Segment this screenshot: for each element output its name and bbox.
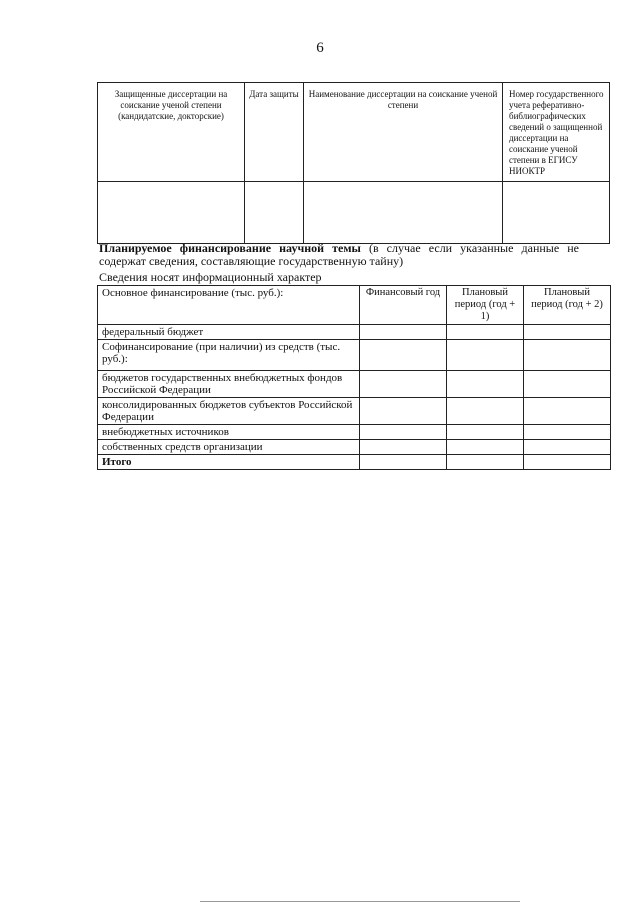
funding-heading-bold: Планируемое финансирование научной темы [99,241,361,255]
page-number: 6 [316,40,324,56]
table-cell [524,455,611,470]
table-cell [447,440,524,455]
table-cell [447,425,524,440]
table-cell [360,340,447,371]
dissertation-table [97,82,610,244]
dissertation-table-header-row [98,83,610,182]
table-cell [98,182,245,244]
table-cell [360,425,447,440]
header-financial-year: Финансовый год [360,286,447,325]
header-planned-year-1: Плановый период (год + 1) [447,286,524,325]
table-cell [447,325,524,340]
header-dissertation-title: Наименование диссертации на соискание ученой степени [304,83,503,182]
table-cell [360,440,447,455]
table-cell [447,455,524,470]
row-label-cofinancing: Софинансирование (при наличии) из средств (тыс. руб.): [98,340,360,371]
row-label-own-funds: собственных средств организации [98,440,360,455]
row-label-extrabudgetary-funds: бюджетов государственных внебюджетных фондов Российской Федерации [98,371,360,398]
table-cell [245,182,304,244]
table-row [98,398,611,425]
table-cell [360,371,447,398]
header-planned-year-2: Плановый период (год + 2) [524,286,611,325]
table-row [98,440,611,455]
header-defense-date: Дата защиты [245,83,304,182]
row-label-total: Итого [98,455,360,470]
table-cell [447,340,524,371]
table-cell [524,340,611,371]
footer-divider [200,901,520,902]
table-cell [304,182,503,244]
funding-table-header-row [98,286,611,325]
table-cell [360,325,447,340]
dissertation-table-empty-row [98,182,610,244]
funding-heading-rest: (в случае если указанные данные не содержат сведения, составляющие государственную тайну) [99,241,579,268]
table-cell [524,425,611,440]
table-cell [360,398,447,425]
table-cell [447,398,524,425]
row-label-extrabudgetary-sources: внебюджетных источников [98,425,360,440]
table-row [98,340,611,371]
table-cell [503,182,610,244]
table-row [98,325,611,340]
funding-table [97,285,611,470]
info-note: Сведения носят информационный характер [99,270,322,284]
table-row [98,425,611,440]
table-cell [524,440,611,455]
row-label-regional-budgets: консолидированных бюджетов субъектов Российской Федерации [98,398,360,425]
table-cell [524,371,611,398]
header-defended-dissertations: Защищенные диссертации на соискание ученой степени (кандидатские, докторские) [98,83,245,182]
funding-heading [99,242,579,268]
table-row [98,371,611,398]
table-cell [524,398,611,425]
row-label-federal-budget: федеральный бюджет [98,325,360,340]
table-cell [524,325,611,340]
header-main-funding: Основное финансирование (тыс. руб.): [98,286,360,325]
table-cell [447,371,524,398]
table-cell [360,455,447,470]
header-registration-number: Номер государственного учета реферативно-библиографических сведений о защищенной диссертации на соискание ученой степени в ЕГИСУ НИОКТР [503,83,610,182]
table-row [98,455,611,470]
